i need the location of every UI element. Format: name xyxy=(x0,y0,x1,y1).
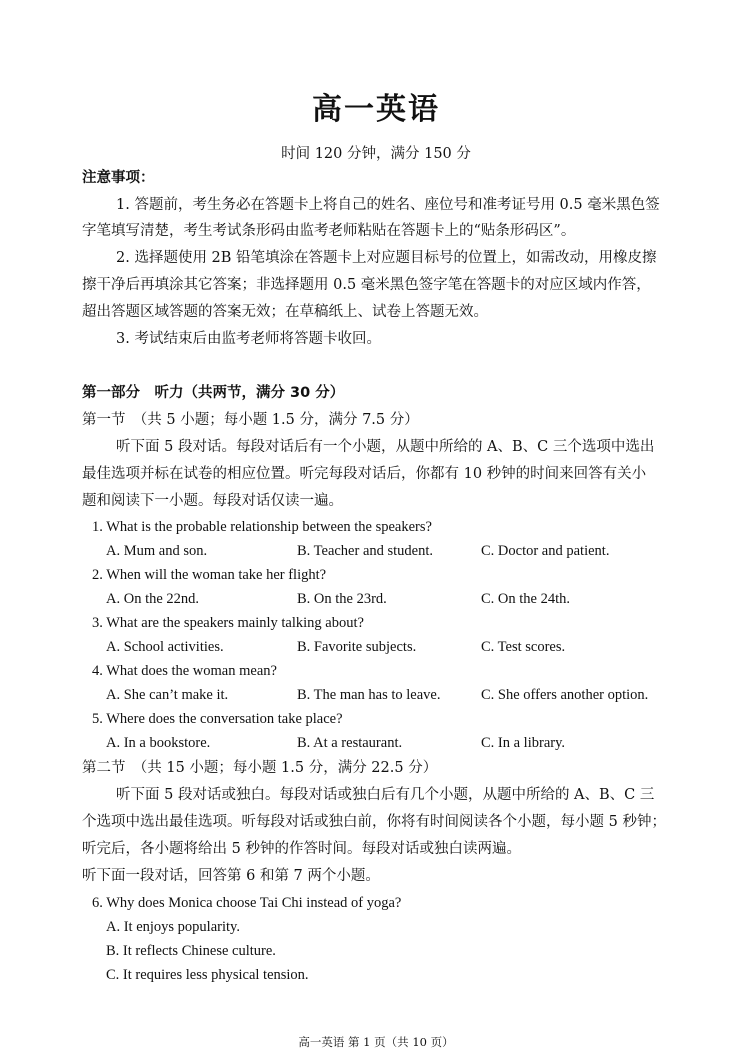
section2-instruction: 个选项中选出最佳选项。听每段对话或独白前，你将有时间阅读各个小题，每小题 5 秒钟； xyxy=(82,814,666,830)
notes-line: 字笔填写清楚，考生考试条形码由监考老师粘贴在答题卡上的“贴条形码区”。 xyxy=(82,223,576,239)
notes-line: 3. 考试结束后由监考老师将答题卡收回。 xyxy=(116,331,381,347)
section2-heading: 第二节 （共 15 小题；每小题 1.5 分，满分 22.5 分） xyxy=(82,760,438,776)
exam-time-info: 时间 120 分钟，满分 150 分 xyxy=(281,146,471,162)
option-a: A. School activities. xyxy=(106,639,224,655)
section1-instruction: 题和阅读下一小题。每段对话仅读一遍。 xyxy=(82,493,343,509)
option-b: B. On the 23rd. xyxy=(297,591,387,607)
question-6: 6. Why does Monica choose Tai Chi instead of yoga? xyxy=(92,895,402,911)
option-c: C. In a library. xyxy=(481,735,566,751)
notes-heading: 注意事项： xyxy=(82,170,155,186)
page-footer: 高一英语 第 1 页（共 10 页） xyxy=(298,1035,454,1049)
option-b: B. It reflects Chinese culture. xyxy=(106,943,276,959)
option-c: C. On the 24th. xyxy=(481,591,571,607)
section1-instruction: 最佳选项并标在试卷的相应位置。听完每段对话后，你都有 10 秒钟的时间来回答有关小 xyxy=(82,466,647,482)
notes-line: 2. 选择题使用 2B 铅笔填涂在答题卡上对应题目标号的位置上，如需改动，用橡皮擦 xyxy=(116,250,657,266)
notes-line: 超出答题区域答题的答案无效；在草稿纸上、试卷上答题无效。 xyxy=(82,304,488,320)
option-a: A. She can’t make it. xyxy=(106,687,229,703)
option-c: C. Test scores. xyxy=(481,639,566,655)
option-a: A. On the 22nd. xyxy=(106,591,200,607)
option-a: A. Mum and son. xyxy=(106,543,208,559)
option-a: A. It enjoys popularity. xyxy=(106,919,240,935)
section2-instruction: 听完后，各小题将给出 5 秒钟的作答时间。每段对话或独白读两遍。 xyxy=(82,841,521,857)
page-title: 高一英语 xyxy=(312,92,440,127)
option-b: B. Teacher and student. xyxy=(297,543,434,559)
option-b: B. The man has to leave. xyxy=(297,687,441,703)
option-c: C. She offers another option. xyxy=(481,687,649,703)
option-a: A. In a bookstore. xyxy=(106,735,211,751)
section2-lead: 听下面一段对话，回答第 6 和第 7 两个小题。 xyxy=(82,868,380,884)
section2-instruction: 听下面 5 段对话或独白。每段对话或独白后有几个小题，从题中所给的 A、B、C 三 xyxy=(116,787,655,803)
option-c: C. Doctor and patient. xyxy=(481,543,610,559)
question-2: 2. When will the woman take her flight? xyxy=(92,567,327,583)
question-5: 5. Where does the conversation take place? xyxy=(92,711,343,727)
section1-heading: 第一节 （共 5 小题；每小题 1.5 分，满分 7.5 分） xyxy=(82,412,419,428)
question-4: 4. What does the woman mean? xyxy=(92,663,277,679)
part1-heading: 第一部分 听力（共两节，满分 30 分） xyxy=(82,385,345,401)
notes-line: 擦干净后再填涂其它答案；非选择题用 0.5 毫米黑色签字笔在答题卡的对应区域内作答， xyxy=(82,277,651,293)
option-b: B. Favorite subjects. xyxy=(297,639,417,655)
option-b: B. At a restaurant. xyxy=(297,735,403,751)
question-3: 3. What are the speakers mainly talking about? xyxy=(92,615,364,631)
option-c: C. It requires less physical tension. xyxy=(106,967,309,983)
question-1: 1. What is the probable relationship between the speakers? xyxy=(92,519,432,535)
notes-line: 1. 答题前，考生务必在答题卡上将自己的姓名、座位号和准考证号用 0.5 毫米黑色签 xyxy=(116,197,660,213)
section1-instruction: 听下面 5 段对话。每段对话后有一个小题，从题中所给的 A、B、C 三个选项中选出 xyxy=(116,439,655,455)
